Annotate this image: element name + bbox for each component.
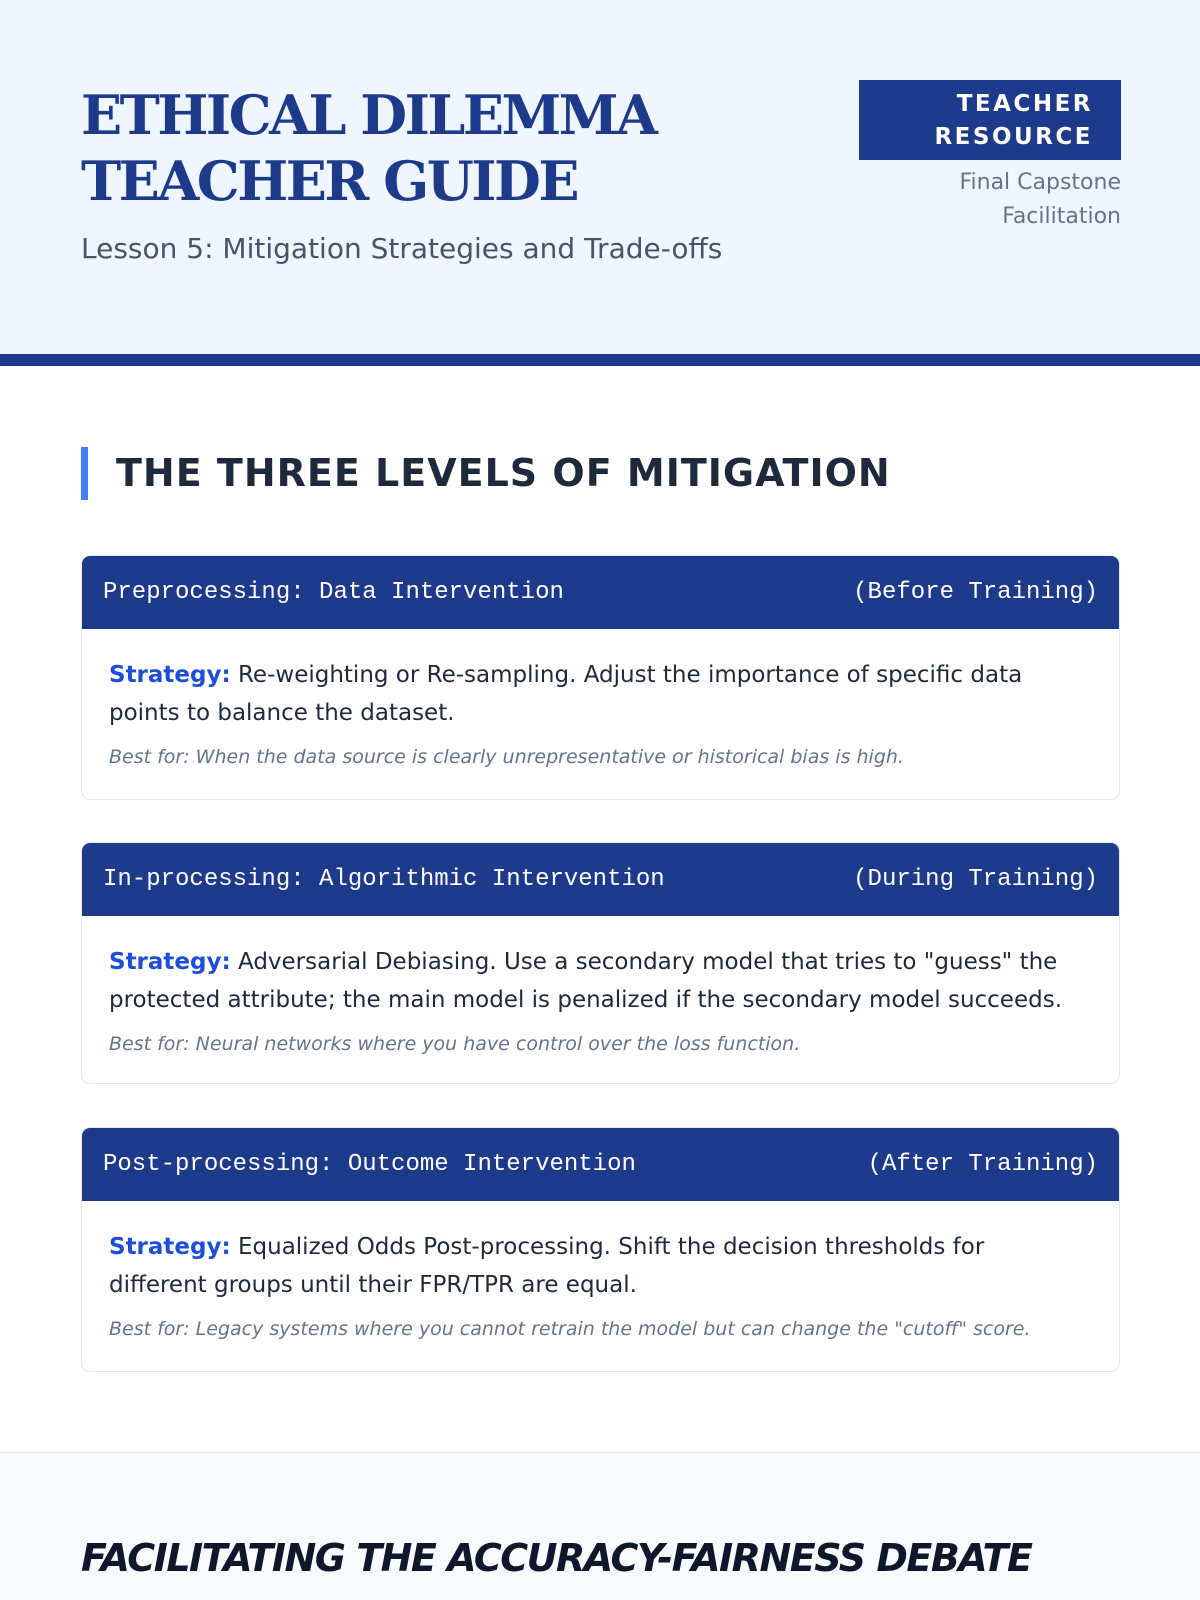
card-title: In-processing: Algorithmic Intervention [103,866,665,893]
card-body [82,656,1119,768]
card-header [82,1128,1119,1201]
section-heading: THE THREE LEVELS OF MITIGATION [81,447,891,500]
header-divider [0,354,1200,366]
card-header [82,843,1119,916]
document-title-line-1: ETHICAL DILEMMA [81,83,656,147]
mitigation-card-post-processing [81,1127,1120,1372]
strategy-text [109,656,1083,732]
strategy-label: Strategy: [109,662,231,688]
card-header [82,556,1119,629]
document-title-line-2: TEACHER GUIDE [81,149,578,213]
strategy-label: Strategy: [109,949,231,975]
best-for-note: Best for: When the data source is clearly unrepresentative or historical bias is high. [109,746,904,768]
lesson-subtitle: Lesson 5: Mitigation Strategies and Trade-offs [81,232,723,265]
card-phase: (After Training) [867,1151,1098,1178]
strategy-text [109,943,1083,1019]
strategy-description: Re-weighting or Re-sampling. Adjust the importance of specific data points to balance the dataset. [109,662,1023,726]
mitigation-card-in-processing [81,842,1120,1084]
badge-note [821,166,1121,234]
badge-note-line-1: Final Capstone [959,170,1121,195]
badge-line-2: RESOURCE [934,124,1093,150]
best-for-note: Best for: Neural networks where you have control over the loss function. [109,1033,801,1055]
badge-note-line-2: Facilitation [1002,204,1121,229]
strategy-description: Equalized Odds Post-processing. Shift the decision thresholds for different groups until their FPR/TPR are equal. [109,1234,985,1298]
teacher-resource-badge [859,80,1121,160]
card-title: Post-processing: Outcome Intervention [103,1151,636,1178]
strategy-label: Strategy: [109,1234,231,1260]
card-phase: (During Training) [853,866,1098,893]
badge-line-1: TEACHER [956,91,1093,117]
card-title: Preprocessing: Data Intervention [103,579,564,606]
card-body [82,1228,1119,1340]
card-body [82,943,1119,1055]
debate-section-heading: FACILITATING THE ACCURACY-FAIRNESS DEBATE [81,1536,1032,1580]
strategy-text [109,1228,1083,1304]
strategy-description: Adversarial Debiasing. Use a secondary model that tries to "guess" the protected attribute; the main model is penalized if the secondary model succeeds. [109,949,1063,1013]
mitigation-card-preprocessing [81,555,1120,800]
document-title [81,82,721,214]
card-phase: (Before Training) [853,579,1098,606]
best-for-note: Best for: Legacy systems where you cannot retrain the model but can change the "cutoff" score. [109,1318,1031,1340]
